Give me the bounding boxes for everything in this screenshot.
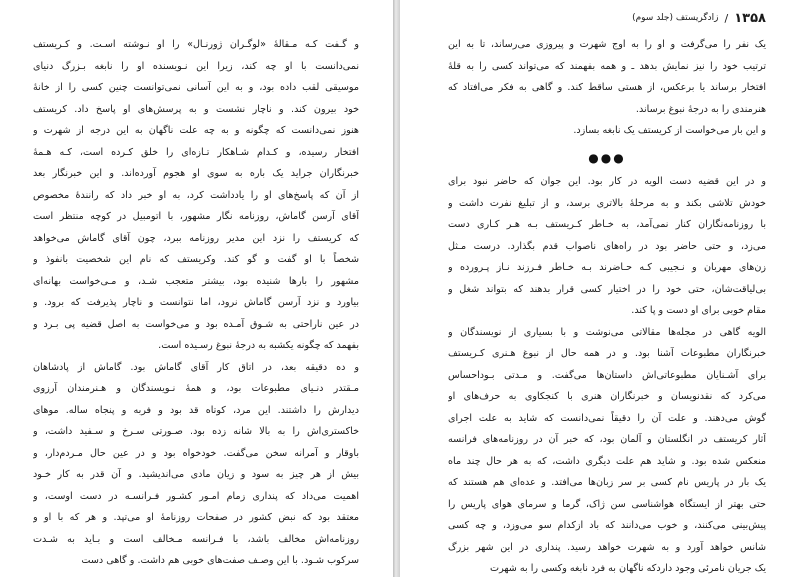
running-header (448, 10, 766, 26)
text-line: معتقد بود که نبض کشور در صفحات روزنامهٔ او می‌تپد. و هر که با او و (33, 512, 359, 523)
text-line: خاکستری‌اش را به بالا شانه زده بود. صـورتی سـرخ و سـفید داشت، و (33, 426, 359, 437)
text-line: بفهمد که چگونه یکشبه به درجهٔ نبوغ رسـیده است. (158, 340, 359, 351)
header-separator: / (724, 11, 729, 25)
right-page (400, 0, 793, 577)
text-line: و در این قضیه دست الویه در کار بود. این جوان که حاضر نبود برای (448, 176, 766, 187)
text-line: منعکس شده بود. و شاید هم علت دیگری داشت، که به هر حال چند ماه (448, 455, 766, 467)
book-gutter (393, 0, 400, 577)
section-break-ornament: ●●● (588, 151, 626, 165)
text-line: مقام خوبی برای او دست و پا کند. (631, 305, 766, 316)
text-line: حتی بهتر از ایستگاه هواشناسی سن ژاک، گرما و سرمای هوای پاریس را (448, 498, 766, 510)
text-line: آثار کریستف در انگلستان و آلمان بود، که خبر آن در روزنامه‌های فرانسه (448, 434, 766, 445)
text-line: نمی‌دانست با او چه کند، زیرا این نـویسنده او را نابغه بـزرگ دنیای (33, 60, 359, 72)
text-line: اهمیت می‌داد که پنداری زمام امـور کشـور فـرانسـه در دست اوست، و (33, 490, 359, 502)
right-page-text-bottom (448, 171, 766, 577)
text-line: خبرنگاران جراید یک باره به سوی او هجوم آورده‌اند. و این خبرنگار بعد (33, 168, 359, 179)
text-line: آقای آرسن گاماش، روزنامه نگار مشهور، با اتومبیل در کوچه منتظر است (33, 211, 359, 222)
text-line: بیاورد و نزد آرسن گاماش نرود، اما نتوانست و ناچار پذیرفت که برود. و (33, 297, 359, 308)
text-line: هنرمندی را به درجهٔ نبوغ برساند. (635, 103, 766, 115)
text-line: خودش تلاشی بکند و به مرحلهٔ بالاتری برسد، و از تبلیغ نفرت داشت و (448, 197, 766, 209)
text-line: باوقار و آمرانه سخن می‌گفت. خودخواه بود و در عین حال مـردم‌دار، و (33, 447, 359, 459)
text-line: گوش می‌دهند. و علت آن را دقیقاً نمی‌دانست که شاید به علت اجرای (448, 412, 766, 424)
text-line: افتخار رسیده، و کـدام شـاهکار تـازه‌ای را خلق کـرده است، کـه هـمهٔ (33, 146, 359, 158)
text-line: الویه گاهی در مجله‌ها مقالاتی می‌نوشت و با بسیاری از نویسندگان و (448, 326, 766, 338)
text-line: خود بیرون کند. و ناچار نشست و به پرسش‌های او پاسخ داد. کریستف (33, 103, 359, 115)
text-line: و ده دقیقه بعد، در اتاق کار آقای گاماش بود. گاماش از پادشاهان (33, 361, 359, 373)
text-line: یک بار در پاریس نام کسی بر سر زبان‌ها می‌افتد. و عده‌ای هم هستند که (448, 477, 766, 488)
text-line: یک نفر را می‌گرفت و او را به اوج شهرت و پیروزی می‌رساند، تا به این (448, 39, 766, 50)
text-line: که کریستف را نزد این مدیر روزنامه ببرد، چون آقای گاماش می‌خواهد (33, 232, 359, 244)
page-number: ۱۳۵۸ (734, 10, 766, 26)
text-line: شانس خواهد آورد و به شهرت خواهد رسید. پنداری در این شهر بزرگ (448, 541, 766, 553)
text-line: بی‌لیاقت‌شان، حتی خود را در اختیار کسی قرار بدهند که بتواند شغل و (448, 283, 766, 295)
text-line: با روزنامه‌نگاران کنار نمی‌آمد، به خـاطر کـریستف بـه هـر کـاری دست (448, 219, 766, 230)
text-line: پیش‌بینی می‌کنند، و خوب می‌دانند که باد ازکدام سو می‌وزد، و چه کسی (448, 520, 766, 531)
left-page-text (33, 34, 359, 572)
text-line: می‌کرد که نقدنویسان و خبرنگاران هنری با کنجکاوی به حرف‌های او (448, 391, 766, 402)
text-line: ترتیب خود را نیز نمایش بدهد ـ و همه بفهمند که می‌تواند کسی را به قلهٔ (448, 60, 766, 72)
text-line: افتخار برساند یا برعکس، از هستی ساقط کند. و گاهی به فکر می‌افتاد که (448, 82, 766, 93)
text-line: روزنامه‌اش مخالف باشد، با فـرانسه مـخالف است و بـاید به شـدت (33, 533, 359, 545)
text-line: موسیقی لقب داده بود، و به این آسانی نمی‌توانست چنین کسی را از خانهٔ (33, 82, 359, 93)
text-line: دیدارش را داشتند. این مرد، کوتاه قد بود و فربه و پنجاه ساله. موهای (33, 404, 359, 416)
text-line: می‌زد، و حتی حاضر بود در راه‌های ناصواب قدم بگذارد. درست مـثل (448, 240, 766, 252)
running-title: زادگریستف (جلد سوم) (632, 13, 719, 23)
text-line: از آن که پاسخ‌های او را یادداشت کرد، به او خبر داد که رانندهٔ مخصوص (33, 189, 359, 201)
text-line: مـقتدر دنـیای مطبوعات بود، و همهٔ نـویسندگان و هـنرمندان آرزوی (33, 383, 359, 394)
text-line: و این بار می‌خواست از کریستف یک نابغه بسازد. (573, 125, 766, 136)
text-line: بیش از هر چیز به سود و زیان مادی می‌اندیشید. و آن قدر به کار خـود (33, 469, 359, 480)
text-line: شخصاً با او گفت و گو کند. وکریستف که نام این شخصیت بانفوذ و (33, 254, 359, 265)
text-line: برای آشـنایان مطبوعاتی‌اش داستان‌ها می‌گفت. و مـدتی بـوداحساس (448, 369, 766, 381)
right-page-text-top (448, 34, 766, 142)
text-line: یک جریان نامرئی وجود داردکه ناگهان به فرد نابغه وکسی را به شهرت (490, 563, 766, 574)
text-line: مشهور را بارها شنیده بود، بیشتر متعجب شـد، و مـی‌خواست بهانه‌ای (33, 275, 359, 287)
text-line: و گـفت کـه مـقالهٔ «لوگـران ژورنـال» را او نـوشته اسـت. و کـریستف (33, 39, 359, 50)
text-line: سرکوب شـود. با این وصـف صفت‌های خوبی هم داشت. و گاهی دست (81, 555, 359, 566)
text-line: هنوز نمی‌دانست که چگونه و به چه علت ناگهان به این درجه از شهرت و (33, 125, 359, 136)
text-line: خبرنگاران مطبوعات آشنا بود. و در همه حال از نبوغ هـنری کـریستف (448, 348, 766, 359)
left-page (0, 0, 393, 577)
text-line: در عین ناراحتی به شـوق آمـده بود و می‌خواست به اصل قضیه پی بـرد و (33, 318, 359, 330)
text-line: زن‌های مهربان و نـجیبی کـه حـاضرند بـه خـاطر فـرزند نـاز پـرورده و (448, 262, 766, 273)
